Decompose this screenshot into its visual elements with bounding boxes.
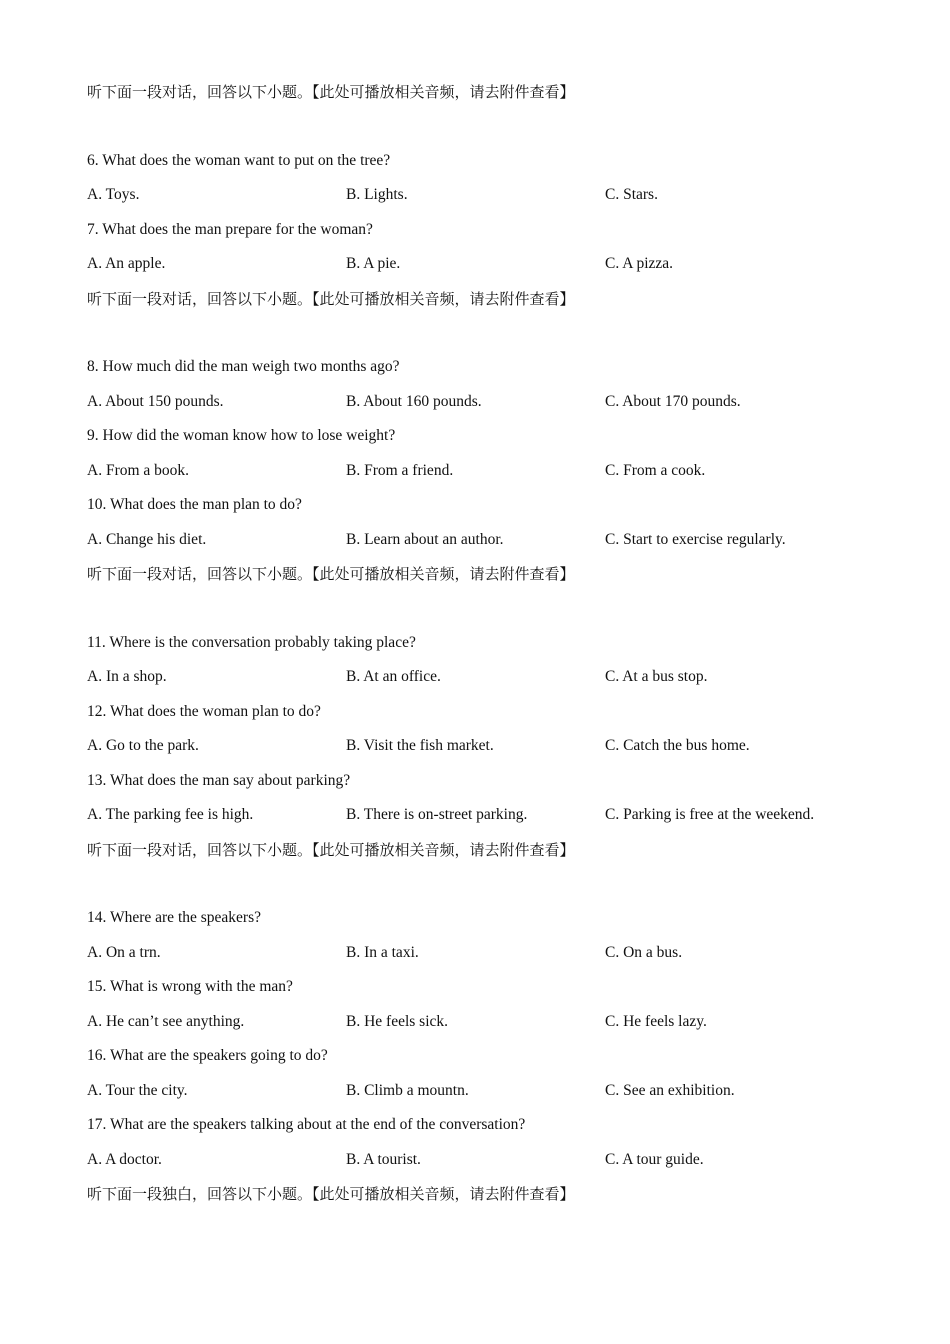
option-a: A. Tour the city. bbox=[87, 1081, 188, 1099]
option-b: B. Lights. bbox=[346, 186, 408, 203]
option-b: B. From a friend. bbox=[346, 461, 454, 479]
option-c: C. A tour guide. bbox=[605, 1150, 704, 1168]
option-a: A. Change his diet. bbox=[87, 530, 207, 548]
option-c: C. Catch the bus home. bbox=[605, 737, 750, 754]
option-a: A. An apple. bbox=[87, 255, 166, 272]
options-row bbox=[87, 1148, 887, 1183]
options-row bbox=[87, 390, 887, 425]
document-body bbox=[87, 80, 887, 1217]
question-16: 16. What are the speakers going to do? bbox=[87, 1047, 328, 1064]
options-row bbox=[87, 528, 887, 563]
option-a: A. He can’t see anything. bbox=[87, 1012, 245, 1030]
option-b: B. Learn about an author. bbox=[346, 530, 504, 548]
option-c: C. From a cook. bbox=[605, 461, 706, 479]
question-8: 8. How much did the man weigh two months ago? bbox=[87, 358, 400, 375]
option-b: B. At an office. bbox=[346, 668, 441, 685]
option-c: C. See an exhibition. bbox=[605, 1081, 735, 1099]
option-c: C. About 170 pounds. bbox=[605, 392, 741, 410]
option-c: C. At a bus stop. bbox=[605, 668, 708, 685]
options-row bbox=[87, 1079, 887, 1114]
options-row bbox=[87, 252, 887, 287]
option-c: C. Stars. bbox=[605, 186, 658, 203]
option-a: A. About 150 pounds. bbox=[87, 392, 224, 410]
options-row bbox=[87, 183, 887, 218]
section-instruction: 听下面一段对话，回答以下小题。【此处可播放相关音频，请去附件查看】 bbox=[87, 840, 575, 859]
question-13: 13. What does the man say about parking? bbox=[87, 771, 351, 789]
section-instruction: 听下面一段对话，回答以下小题。【此处可播放相关音频，请去附件查看】 bbox=[87, 565, 575, 583]
options-row bbox=[87, 665, 887, 700]
options-row bbox=[87, 941, 887, 976]
option-a: A. Go to the park. bbox=[87, 737, 199, 754]
options-row bbox=[87, 734, 887, 769]
option-b: B. Visit the fish market. bbox=[346, 737, 494, 754]
option-a: A. The parking fee is high. bbox=[87, 806, 254, 823]
question-15: 15. What is wrong with the man? bbox=[87, 978, 293, 995]
options-row bbox=[87, 803, 887, 838]
option-a: A. Toys. bbox=[87, 186, 140, 203]
option-a: A. From a book. bbox=[87, 461, 190, 479]
option-c: C. Parking is free at the weekend. bbox=[605, 806, 815, 823]
options-row bbox=[87, 459, 887, 494]
option-b: B. There is on-street parking. bbox=[346, 806, 528, 823]
section-instruction: 听下面一段独白，回答以下小题。【此处可播放相关音频，请去附件查看】 bbox=[87, 1185, 575, 1203]
option-c: C. Start to exercise regularly. bbox=[605, 530, 786, 548]
option-c: C. A pizza. bbox=[605, 255, 674, 272]
question-11: 11. Where is the conversation probably taking place? bbox=[87, 633, 416, 651]
section-instruction: 听下面一段对话，回答以下小题。【此处可播放相关音频，请去附件查看】 bbox=[87, 289, 575, 308]
option-b: B. A tourist. bbox=[346, 1150, 421, 1168]
option-b: B. About 160 pounds. bbox=[346, 392, 482, 410]
option-b: B. A pie. bbox=[346, 255, 401, 272]
question-9: 9. How did the woman know how to lose weight? bbox=[87, 427, 396, 444]
option-b: B. In a taxi. bbox=[346, 943, 419, 961]
question-10: 10. What does the man plan to do? bbox=[87, 496, 302, 513]
section-instruction: 听下面一段对话，回答以下小题。【此处可播放相关音频，请去附件查看】 bbox=[87, 83, 575, 101]
option-a: A. On a trn. bbox=[87, 943, 161, 961]
question-17: 17. What are the speakers talking about at the end of the conversation? bbox=[87, 1116, 526, 1133]
option-b: B. Climb a mountn. bbox=[346, 1081, 469, 1099]
options-row bbox=[87, 1010, 887, 1045]
question-6: 6. What does the woman want to put on the tree? bbox=[87, 151, 391, 169]
option-b: B. He feels sick. bbox=[346, 1012, 449, 1030]
option-c: C. He feels lazy. bbox=[605, 1012, 707, 1030]
question-12: 12. What does the woman plan to do? bbox=[87, 702, 321, 720]
question-7: 7. What does the man prepare for the woman? bbox=[87, 220, 373, 238]
option-c: C. On a bus. bbox=[605, 943, 683, 961]
option-a: A. In a shop. bbox=[87, 668, 167, 685]
option-a: A. A doctor. bbox=[87, 1150, 162, 1168]
question-14: 14. Where are the speakers? bbox=[87, 909, 261, 926]
